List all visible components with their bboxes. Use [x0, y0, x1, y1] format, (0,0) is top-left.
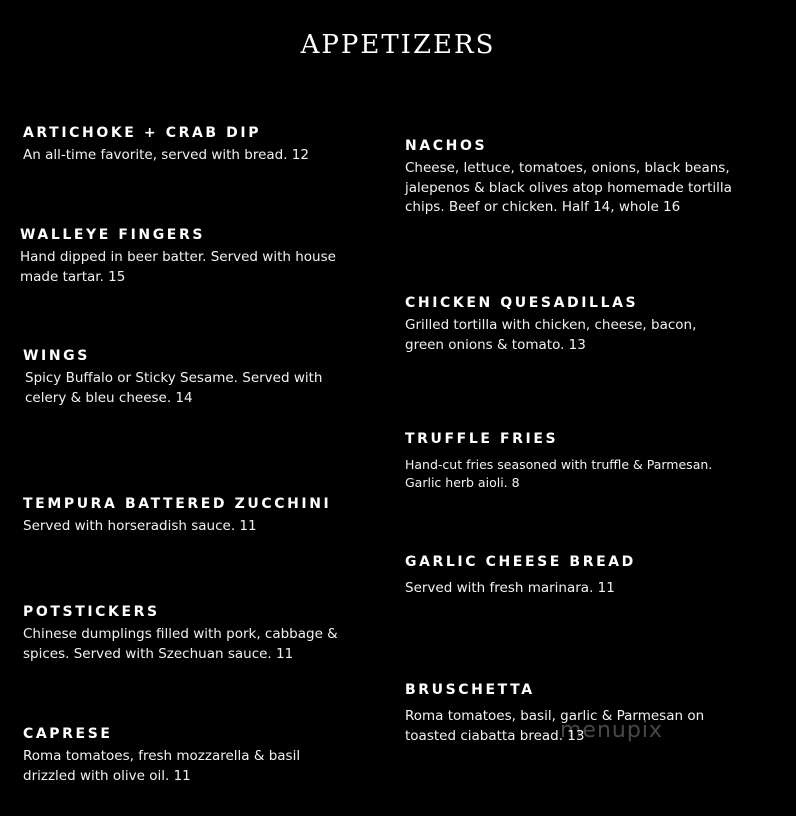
item-description-line: Hand dipped in beer batter. Served with house — [20, 249, 336, 265]
item-description: Served with horseradish sauce. 11 — [23, 518, 257, 534]
menu-item-potstickers — [23, 603, 338, 664]
item-description-line: Grilled tortilla with chicken, cheese, bacon, — [405, 317, 697, 333]
item-description: Served with fresh marinara. 11 — [405, 580, 615, 596]
item-description-line: Roma tomatoes, fresh mozzarella & basil — [23, 748, 301, 764]
item-name: CAPRESE — [23, 726, 113, 742]
item-description-line: toasted ciabatta bread. 13 — [405, 727, 585, 744]
menu-item-caprese — [23, 725, 300, 786]
item-name: TEMPURA BATTERED ZUCCHINI — [23, 496, 332, 512]
item-description-line: made tartar. 15 — [20, 268, 126, 285]
menu-item-wings — [23, 347, 322, 408]
menu-item-chicken-quesadillas — [405, 294, 696, 355]
item-description-line: Chinese dumplings filled with pork, cabbage & — [23, 626, 338, 642]
item-description-line: celery & bleu cheese. 14 — [25, 389, 193, 406]
item-name: WALLEYE FINGERS — [20, 227, 206, 243]
item-description-line: spices. Served with Szechuan sauce. 11 — [23, 645, 294, 662]
watermark-logo: menupix — [560, 718, 663, 743]
menu-item-truffle-fries — [405, 430, 712, 492]
item-description-line: chips. Beef or chicken. Half 14, whole 16 — [405, 199, 681, 215]
item-name: POTSTICKERS — [23, 604, 160, 620]
item-description-line: jalepenos & black olives atop homemade tortilla — [405, 179, 732, 196]
menu-item-nachos — [405, 137, 732, 218]
item-description-line: Roma tomatoes, basil, garlic & Parmesan on — [405, 708, 705, 724]
item-description: An all-time favorite, served with bread. 12 — [23, 147, 309, 163]
menu-item-walleye-fingers — [20, 226, 336, 287]
item-name: TRUFFLE FRIES — [405, 431, 559, 447]
item-description-line: Cheese, lettuce, tomatoes, onions, black beans, — [405, 160, 730, 176]
menu-item-garlic-cheese-bread — [405, 553, 636, 599]
item-description-line: Garlic herb aioli. 8 — [405, 475, 520, 490]
menu-item-tempura-zucchini — [23, 495, 331, 537]
item-name: CHICKEN QUESADILLAS — [405, 295, 639, 311]
item-name: WINGS — [23, 348, 90, 364]
item-description-line: Spicy Buffalo or Sticky Sesame. Served with — [25, 370, 323, 386]
item-name: NACHOS — [405, 138, 488, 154]
item-description-line: green onions & tomato. 13 — [405, 336, 586, 353]
menu-item-artichoke-crab-dip — [23, 124, 309, 166]
item-name: BRUSCHETTA — [405, 682, 535, 698]
item-description-line: drizzled with olive oil. 11 — [23, 767, 191, 784]
page-title: APPETIZERS — [300, 30, 496, 60]
item-description-line: Hand-cut fries seasoned with truffle & Parmesan. — [405, 457, 713, 472]
item-name: GARLIC CHEESE BREAD — [405, 554, 636, 570]
item-name: ARTICHOKE + CRAB DIP — [23, 125, 262, 141]
